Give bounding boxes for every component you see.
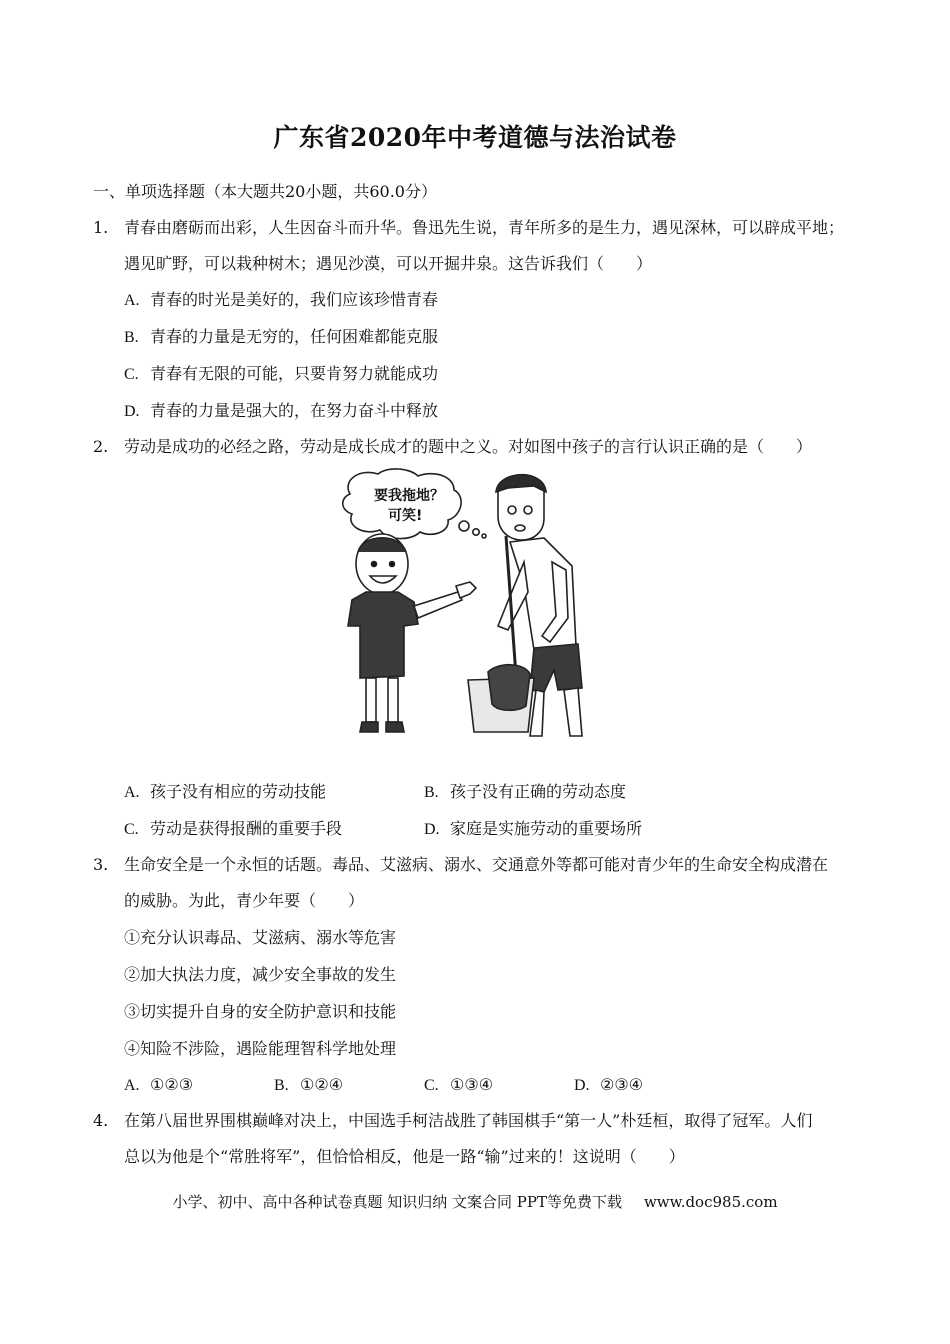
footer-link[interactable]: www.doc985.com <box>643 1193 778 1211</box>
question-3-item-2: ②加大执法力度，减少安全事故的发生 <box>124 965 397 984</box>
option-text: ①②④ <box>300 1075 344 1094</box>
option-letter: A. <box>124 292 140 309</box>
question-3-option-b <box>274 1075 343 1096</box>
question-1-option-a <box>124 290 438 311</box>
option-letter: A. <box>124 1077 140 1094</box>
question-2-stem: 劳动是成功的必经之路，劳动是成长成才的题中之义。对如图中孩子的言行认识正确的是（ ） <box>124 437 813 456</box>
page-footer <box>0 1192 950 1212</box>
question-1-stem-line-2: 遇见旷野，可以栽种树木；遇见沙漠，可以开掘井泉。这告诉我们（ ） <box>124 254 653 273</box>
option-text: 青春有无限的可能，只要肯努力就能成功 <box>150 364 439 383</box>
option-letter: B. <box>424 784 439 801</box>
option-text: ②③④ <box>600 1075 644 1094</box>
question-1-number: 1. <box>93 218 109 237</box>
question-2-option-b <box>424 782 626 803</box>
question-3-number: 3. <box>93 855 109 874</box>
option-text: 青春的时光是美好的，我们应该珍惜青春 <box>150 290 439 309</box>
question-2-option-c <box>124 819 342 840</box>
question-1-stem-line-1: 青春由磨砺而出彩，人生因奋斗而升华。鲁迅先生说，青年所多的是生力，遇见深林，可以辟成平地； <box>124 218 845 237</box>
option-letter: D. <box>424 821 440 838</box>
option-text: 青春的力量是无穷的，任何困难都能克服 <box>150 327 439 346</box>
question-2-option-a <box>124 782 326 803</box>
question-3-option-c <box>424 1075 493 1096</box>
question-3-item-4: ④知险不涉险，遇险能理智科学地处理 <box>124 1039 397 1058</box>
option-letter: B. <box>274 1077 289 1094</box>
option-letter: A. <box>124 784 140 801</box>
option-letter: C. <box>124 366 139 383</box>
child-figure <box>348 534 476 732</box>
section-heading: 一、单项选择题（本大题共20小题，共60.0分） <box>93 182 437 201</box>
option-text: 孩子没有相应的劳动技能 <box>150 782 327 801</box>
option-text: ①③④ <box>450 1075 494 1094</box>
question-4-number: 4. <box>93 1111 109 1130</box>
option-text: 孩子没有正确的劳动态度 <box>450 782 627 801</box>
question-1-option-c <box>124 364 438 385</box>
question-4-stem-line-2: 总以为他是个“常胜将军”，但恰恰相反，他是一路“输”过来的！这说明（ ） <box>124 1147 685 1166</box>
question-3-option-d <box>574 1075 643 1096</box>
footer-text: 小学、初中、高中各种试卷真题 知识归纳 文案合同 PPT等免费下载 <box>172 1193 622 1211</box>
question-1-option-b <box>124 327 438 348</box>
option-letter: D. <box>124 403 140 420</box>
question-3-stem-line-1: 生命安全是一个永恒的话题。毒品、艾滋病、溺水、交通意外等都可能对青少年的生命安全构成潜在 <box>124 855 829 874</box>
option-text: 劳动是获得报酬的重要手段 <box>150 819 343 838</box>
option-text: 青春的力量是强大的，在努力奋斗中释放 <box>150 401 439 420</box>
question-2-option-d <box>424 819 642 840</box>
option-letter: C. <box>124 821 139 838</box>
question-3-item-3: ③切实提升自身的安全防护意识和技能 <box>124 1002 397 1021</box>
option-text: ①②③ <box>150 1075 194 1094</box>
question-2-number: 2. <box>93 437 109 456</box>
question-3-item-1: ①充分认识毒品、艾滋病、溺水等危害 <box>124 928 397 947</box>
question-3-option-a <box>124 1075 193 1096</box>
option-letter: B. <box>124 329 139 346</box>
question-3-stem-line-2: 的威胁。为此，青少年要（ ） <box>124 891 365 910</box>
bubble-text-line-1: 要我拖地？ <box>374 488 444 504</box>
option-letter: D. <box>574 1077 590 1094</box>
question-4-stem-line-1: 在第八届世界围棋巅峰对决上，中国选手柯洁战胜了韩国棋手“第一人”朴廷桓，取得了冠军。人们 <box>124 1111 813 1130</box>
option-text: 家庭是实施劳动的重要场所 <box>450 819 643 838</box>
cartoon-illustration <box>338 466 620 748</box>
bubble-text-line-2: 可笑! <box>388 508 423 524</box>
question-1-option-d <box>124 401 438 422</box>
option-letter: C. <box>424 1077 439 1094</box>
page-title: 广东省2020年中考道德与法治试卷 <box>273 123 677 152</box>
